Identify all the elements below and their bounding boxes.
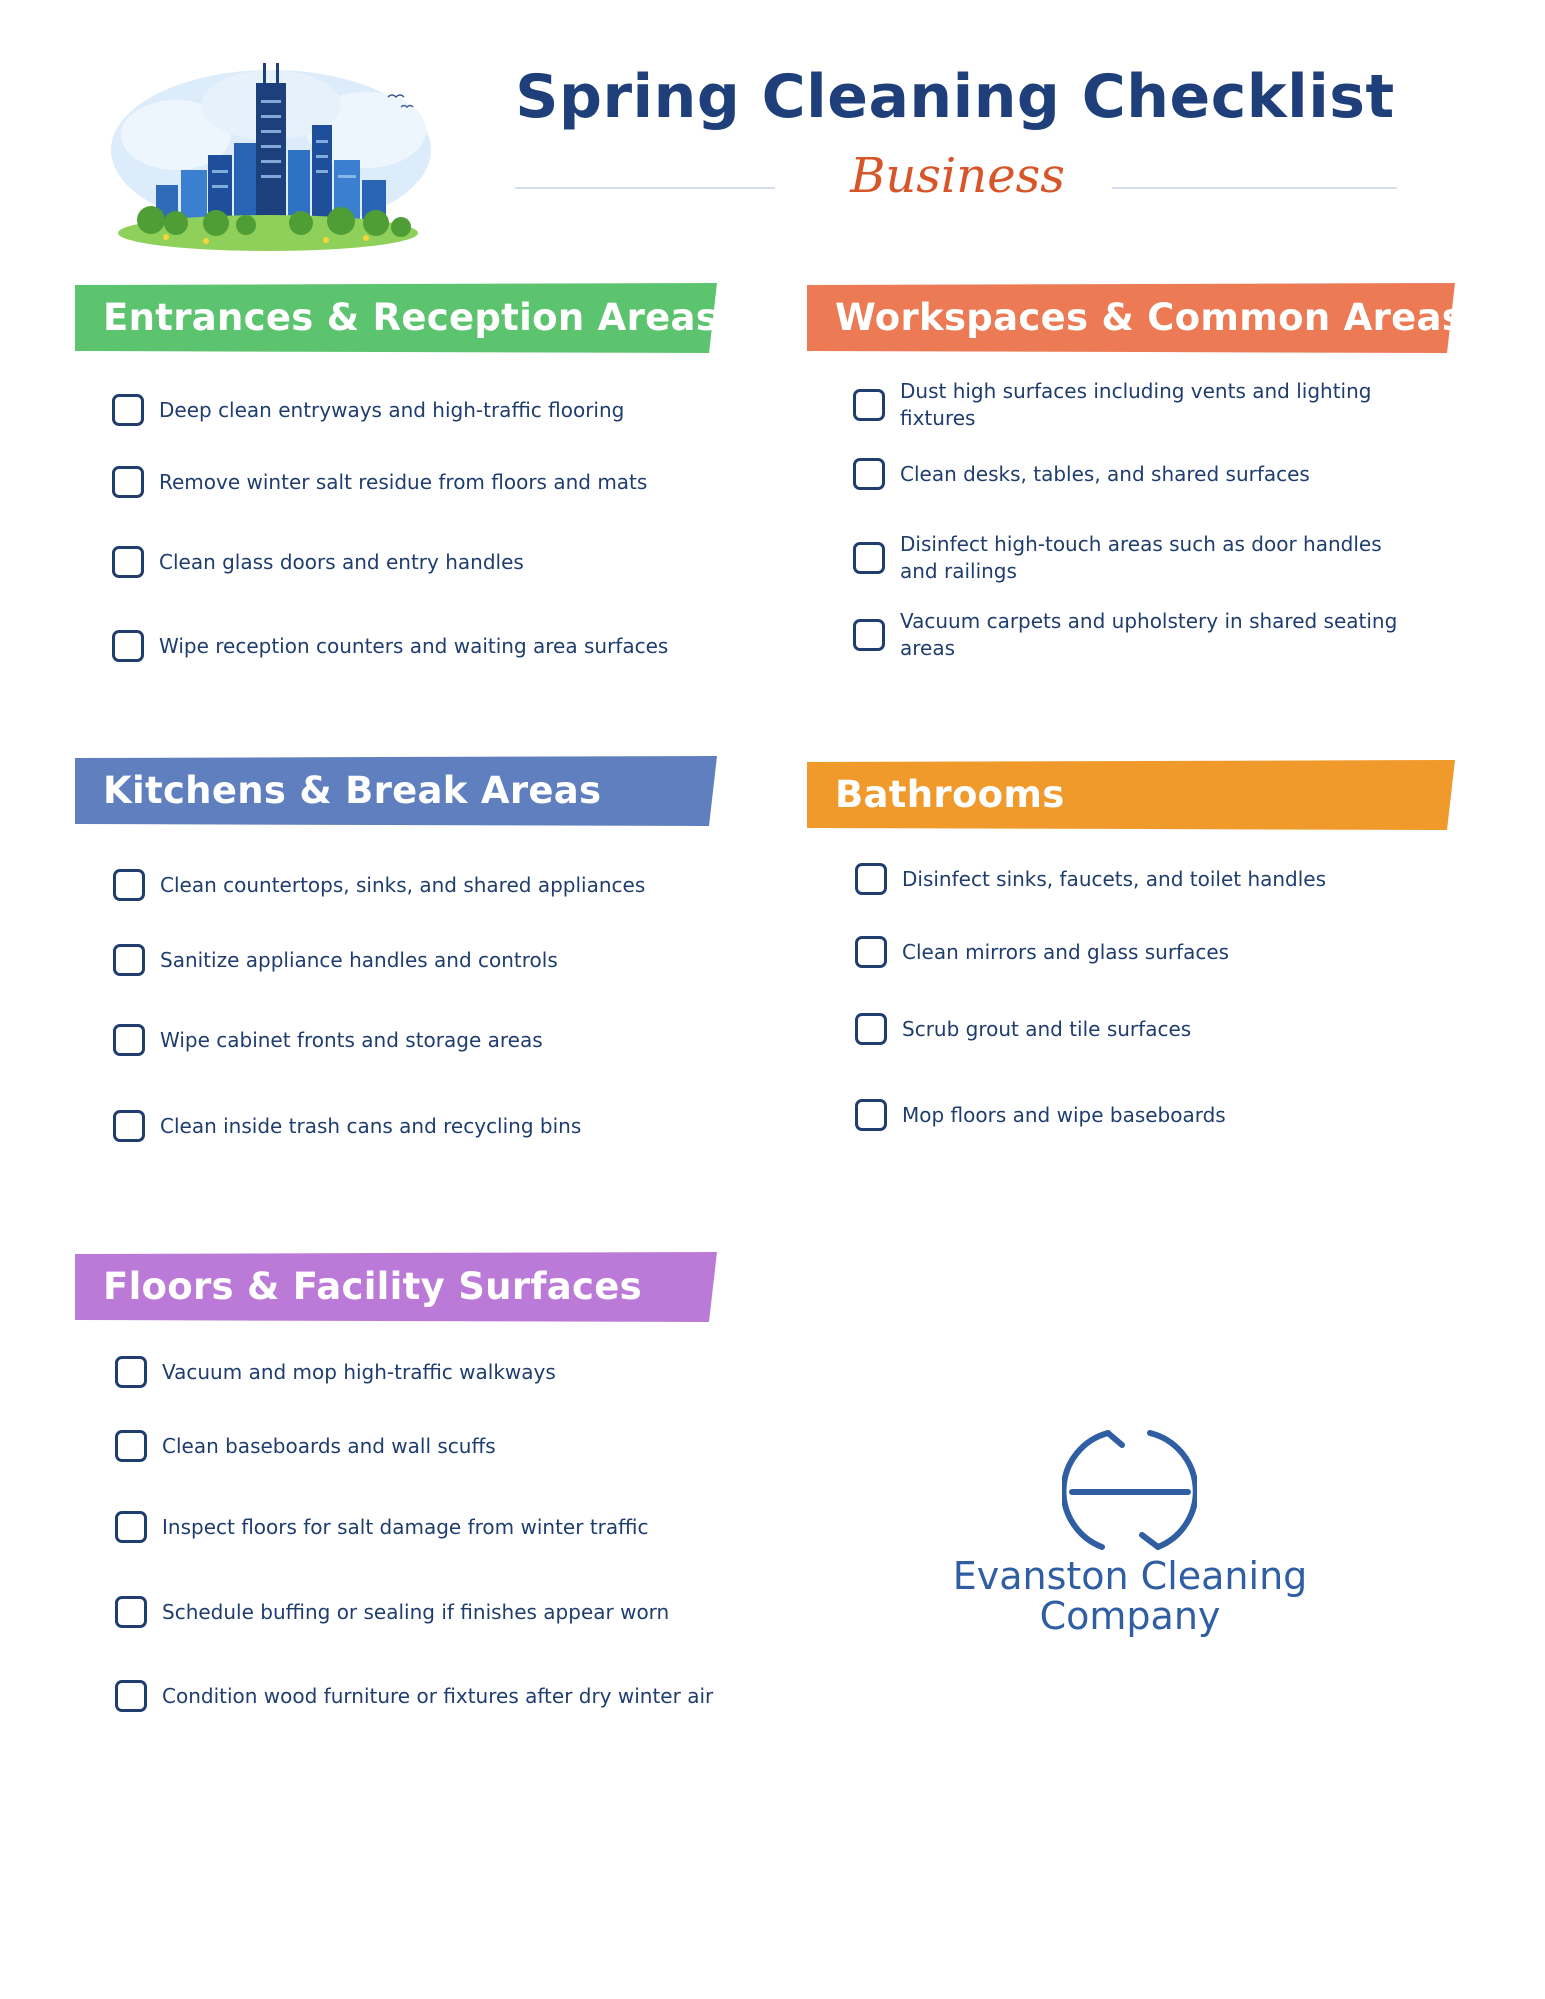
checkbox[interactable]	[113, 944, 145, 976]
checklist-item-label: Clean mirrors and glass surfaces	[902, 939, 1230, 964]
checklist-item	[115, 1511, 715, 1543]
checklist-item	[855, 936, 1415, 968]
page-title: Spring Cleaning Checklist	[515, 62, 1395, 132]
checkbox[interactable]	[112, 466, 144, 498]
checkbox[interactable]	[113, 1110, 145, 1142]
company-name-line2: Company	[1039, 1594, 1221, 1638]
checklist-item	[855, 863, 1415, 895]
checklist-item-label: Mop floors and wipe baseboards	[902, 1102, 1226, 1127]
checkbox[interactable]	[855, 1013, 887, 1045]
header-divider-right	[1112, 187, 1397, 189]
header-divider-left	[515, 187, 775, 189]
checklist-item	[113, 869, 713, 901]
checklist-item-label: Clean desks, tables, and shared surfaces	[900, 461, 1310, 486]
checklist-item-label: Inspect floors for salt damage from winter traffic	[162, 1514, 649, 1539]
checklist-item-label: Remove winter salt residue from floors and mats	[159, 469, 648, 494]
city-skyline-illustration	[96, 55, 441, 255]
checkbox[interactable]	[112, 630, 144, 662]
checklist-item-label: Scrub grout and tile surfaces	[902, 1016, 1192, 1041]
checklist-item	[115, 1680, 715, 1712]
checkbox[interactable]	[855, 863, 887, 895]
checkbox[interactable]	[112, 394, 144, 426]
checkbox[interactable]	[853, 389, 885, 421]
section-banner-entrances	[75, 283, 717, 353]
checklist-item	[853, 531, 1413, 585]
checklist-item	[113, 944, 713, 976]
circle-arrows-logo-icon	[1062, 1425, 1197, 1560]
section-banner-kitchens	[75, 756, 717, 826]
checkbox[interactable]	[115, 1596, 147, 1628]
checklist-item	[113, 1024, 713, 1056]
checklist-item	[855, 1013, 1415, 1045]
section-banner-workspaces	[807, 283, 1465, 353]
checklist-item	[853, 378, 1413, 432]
checklist-item	[853, 608, 1413, 662]
checkbox[interactable]	[855, 1099, 887, 1131]
checklist-item-label: Dust high surfaces including vents and lighting fixtures	[900, 379, 1372, 430]
checklist-item-label: Wipe reception counters and waiting area surfaces	[159, 633, 669, 658]
checklist-item-label: Wipe cabinet fronts and storage areas	[160, 1027, 543, 1052]
checklist-item	[112, 546, 712, 578]
checkbox[interactable]	[115, 1356, 147, 1388]
checklist-item	[112, 630, 712, 662]
page-subtitle: Business	[850, 148, 1065, 204]
checklist-item	[112, 466, 712, 498]
checklist-item	[853, 458, 1413, 490]
checklist-item	[855, 1099, 1415, 1131]
section-title-bathrooms: Bathrooms	[835, 773, 1065, 816]
checkbox[interactable]	[113, 1024, 145, 1056]
checkbox[interactable]	[115, 1680, 147, 1712]
section-title-floors: Floors & Facility Surfaces	[103, 1265, 642, 1308]
checklist-item-label: Disinfect sinks, faucets, and toilet handles	[902, 866, 1327, 891]
checklist-item-label: Condition wood furniture or fixtures after dry winter air	[162, 1683, 714, 1708]
checklist-item	[115, 1356, 715, 1388]
checklist-item-label: Disinfect high-touch areas such as door handles and railings	[900, 532, 1382, 583]
checklist-item-label: Schedule buffing or sealing if finishes appear worn	[162, 1599, 670, 1624]
checklist-item-label: Vacuum carpets and upholstery in shared seating areas	[900, 609, 1398, 660]
checkbox[interactable]	[115, 1430, 147, 1462]
checklist-item	[112, 394, 712, 426]
section-banner-bathrooms	[807, 760, 1455, 830]
checklist-item-label: Sanitize appliance handles and controls	[160, 947, 558, 972]
checkbox[interactable]	[853, 619, 885, 651]
checklist-item	[115, 1596, 715, 1628]
section-title-entrances: Entrances & Reception Areas	[103, 296, 719, 339]
checkbox[interactable]	[112, 546, 144, 578]
checkbox[interactable]	[115, 1511, 147, 1543]
checkbox[interactable]	[853, 458, 885, 490]
section-title-workspaces: Workspaces & Common Areas	[835, 296, 1465, 339]
checklist-item	[115, 1430, 715, 1462]
checkbox[interactable]	[113, 869, 145, 901]
checklist-item-label: Deep clean entryways and high-traffic flooring	[159, 397, 625, 422]
section-title-kitchens: Kitchens & Break Areas	[103, 769, 602, 812]
checklist-item-label: Clean glass doors and entry handles	[159, 549, 524, 574]
checklist-item-label: Vacuum and mop high-traffic walkways	[162, 1359, 556, 1384]
section-banner-floors	[75, 1252, 717, 1322]
checkbox[interactable]	[855, 936, 887, 968]
checklist-item-label: Clean countertops, sinks, and shared appliances	[160, 872, 646, 897]
checklist-item-label: Clean baseboards and wall scuffs	[162, 1433, 496, 1458]
company-name-line1: Evanston Cleaning	[952, 1554, 1308, 1598]
checkbox[interactable]	[853, 542, 885, 574]
checklist-item	[113, 1110, 713, 1142]
checklist-item-label: Clean inside trash cans and recycling bins	[160, 1113, 582, 1138]
